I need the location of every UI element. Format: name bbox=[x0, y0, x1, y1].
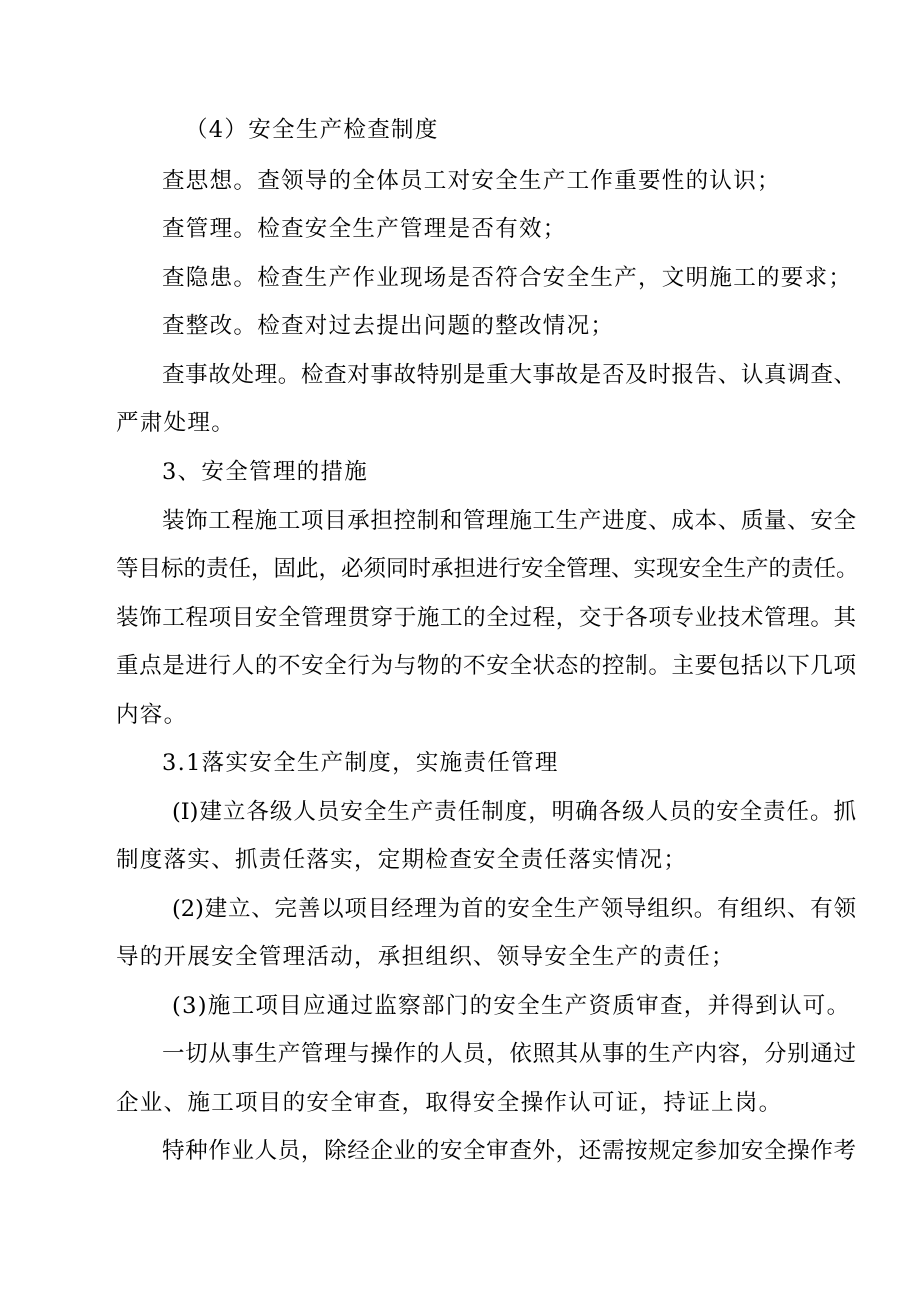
paragraph-line: 严肃处理。 bbox=[116, 410, 236, 436]
paragraph-line: 内容。 bbox=[116, 702, 188, 728]
paragraph-line: 装饰工程项目安全管理贯穿于施工的全过程，交于各项专业技术管理。其 bbox=[116, 605, 856, 631]
paragraph-line: 特种作业人员，除经企业的安全审查外，还需按规定参加安全操作考 bbox=[162, 1138, 856, 1164]
paragraph-line: 查管理。检查安全生产管理是否有效； bbox=[162, 216, 567, 242]
paragraph-line: (3)施工项目应通过监察部门的安全生产资质审查，并得到认可。 bbox=[172, 993, 851, 1019]
section-heading-4: （4）安全生产检查制度 bbox=[185, 117, 439, 143]
section-heading-3-1: 3.1落实安全生产制度，实施责任管理 bbox=[162, 750, 559, 776]
paragraph-line: 查隐患。检查生产作业现场是否符合安全生产，文明施工的要求； bbox=[162, 265, 853, 291]
paragraph-line: (I)建立各级人员安全生产责任制度，明确各级人员的安全责任。抓 bbox=[172, 799, 856, 825]
paragraph-line: 查思想。查领导的全体员工对安全生产工作重要性的认识； bbox=[162, 168, 781, 194]
paragraph-line: 等目标的责任，固此，必须同时承担进行安全管理、实现安全生产的责任。 bbox=[116, 556, 859, 582]
paragraph-line: 一切从事生产管理与操作的人员，依照其从事的生产内容，分别通过 bbox=[162, 1041, 856, 1067]
paragraph-line: (2)建立、完善以项目经理为首的安全生产领导组织。有组织、有领 bbox=[172, 896, 856, 922]
paragraph-line: 企业、施工项目的安全审查，取得安全操作认可证，持证上岗。 bbox=[116, 1090, 783, 1116]
paragraph-line: 重点是进行人的不安全行为与物的不安全状态的控制。主要包括以下几项 bbox=[116, 653, 856, 679]
paragraph-line: 制度落实、抓责任落实，定期检查安全责任落实情况； bbox=[116, 847, 688, 873]
paragraph-line: 装饰工程施工项目承担控制和管理施工生产进度、成本、质量、安全 bbox=[162, 508, 856, 534]
paragraph-line: 导的开展安全管理活动，承担组织、领导安全生产的责任； bbox=[116, 944, 735, 970]
section-heading-3: 3、安全管理的措施 bbox=[162, 459, 369, 485]
paragraph-line: 查事故处理。检查对事故特别是重大事故是否及时报告、认真调查、 bbox=[162, 362, 856, 388]
paragraph-line: 查整改。检查对过去提出问题的整改情况； bbox=[162, 313, 615, 339]
